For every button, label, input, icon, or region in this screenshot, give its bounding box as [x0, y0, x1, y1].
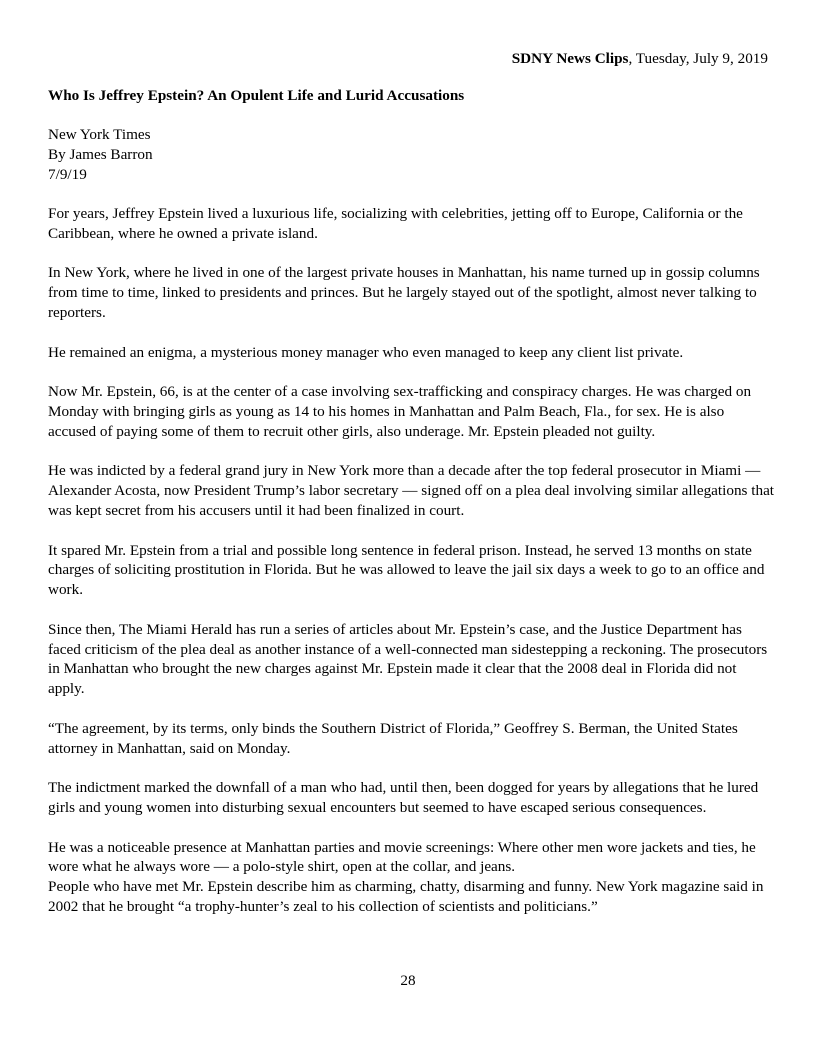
header-date: , Tuesday, July 9, 2019: [628, 50, 768, 67]
article-body: [48, 204, 776, 936]
article-source: New York Times: [48, 126, 151, 143]
publication-name: SDNY News Clips: [511, 50, 629, 67]
paragraph: Now Mr. Epstein, 66, is at the center of a case involving sex-trafficking and conspiracy charges. He was charged on Monday with bringing girls as young as 14 to his homes in Manhattan and Palm Beach, Fla., for sex. He is also accused of paying some of them to recruit other girls, also underage. Mr. Epstein pleaded not guilty.: [48, 383, 752, 440]
page-header: [512, 49, 768, 69]
paragraph: Since then, The Miami Herald has run a series of articles about Mr. Epstein’s case, and the Justice Department has faced criticism of the plea deal as another instance of a well-connected man sidestepping a reckoning. The prosecutors in Manhattan who brought the new charges against Mr. Epstein made it clear that the 2008 deal in Florida did not apply.: [48, 620, 768, 698]
page-number: 28: [400, 972, 416, 989]
paragraph: “The agreement, by its terms, only binds the Southern District of Florida,” Geoffrey S. Berman, the United States attorney in Manhattan, said on Monday.: [48, 719, 738, 757]
paragraph: People who have met Mr. Epstein describe him as charming, chatty, disarming and funny. New York magazine said in 2002 that he brought “a trophy-hunter’s zeal to his collection of scientists and politicians.”: [48, 878, 764, 915]
paragraph: For years, Jeffrey Epstein lived a luxurious life, socializing with celebrities, jetting off to Europe, California or the Caribbean, where he owned a private island.: [48, 205, 743, 242]
paragraph: He was indicted by a federal grand jury in New York more than a decade after the top federal prosecutor in Miami — Alexander Acosta, now President Trump’s labor secretary — signed off on a plea deal involving similar allegations that was kept secret from his accusers until it had been finalized in court.: [48, 462, 775, 519]
article-author: By James Barron: [48, 145, 153, 163]
paragraph: He remained an enigma, a mysterious money manager who even managed to keep any client list private.: [48, 343, 684, 361]
article-date: 7/9/19: [48, 165, 87, 183]
paragraph: In New York, where he lived in one of the largest private houses in Manhattan, his name turned up in gossip columns from time to time, linked to presidents and princes. But he largely stayed out of the spotlight, almost never talking to reporters.: [48, 264, 760, 321]
paragraph: He was a noticeable presence at Manhattan parties and movie screenings: Where other men wore jackets and ties, he wore what he always wore — a polo-style shirt, open at the collar, and jeans.: [48, 838, 756, 876]
article-title: Who Is Jeffrey Epstein? An Opulent Life and Lurid Accusations: [48, 87, 465, 104]
paragraph: The indictment marked the downfall of a man who had, until then, been dogged for years by allegations that he lured girls and young women into disturbing sexual encounters but seemed to have escaped serious consequences.: [48, 779, 759, 816]
article-byline: [48, 125, 153, 184]
paragraph: It spared Mr. Epstein from a trial and possible long sentence in federal prison. Instead, he served 13 months on state charges of soliciting prostitution in Florida. But he was allowed to leave the jail six days a week to go to an office and work.: [48, 541, 765, 599]
